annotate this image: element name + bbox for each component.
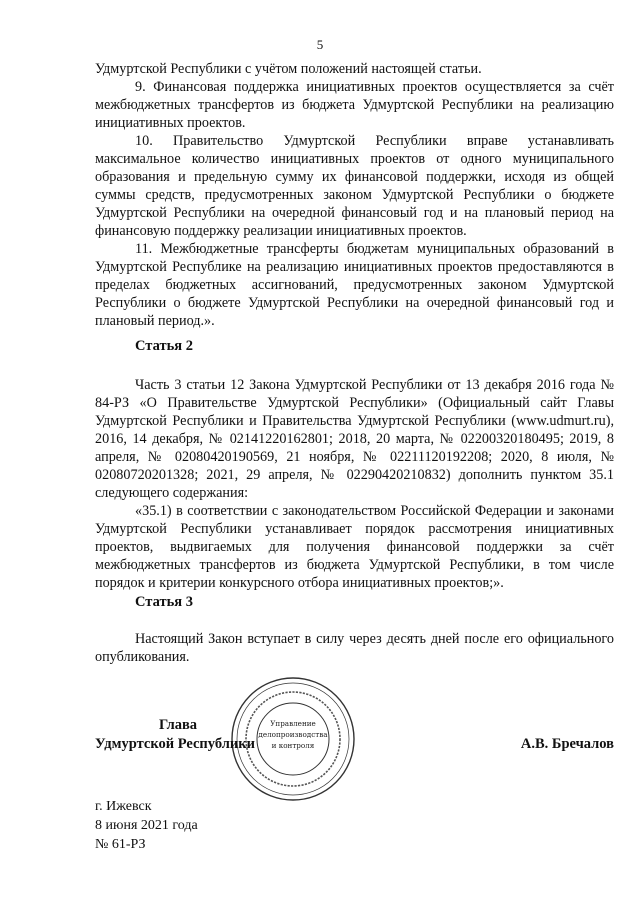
article-2-text: [95, 376, 614, 592]
stamp-line-3: и контроля: [271, 741, 315, 750]
page-number: 5: [316, 37, 324, 52]
article-3-heading: Статья 3: [135, 594, 193, 610]
stamp-ring-lettering: [246, 692, 340, 786]
footer-number: № 61-РЗ: [95, 837, 146, 852]
paragraph: 9. Финансовая поддержка инициативных проектов осуществляется за счёт межбюджетных трансфертов из бюджета Удмуртской Республики на реализацию инициативных проектов.: [95, 79, 614, 131]
signatory-name: А.В. Бречалов: [520, 736, 614, 752]
signature-title-line-1: Глава: [159, 717, 198, 733]
footer-date: 8 июня 2021 года: [95, 818, 198, 833]
paragraph: «35.1) в соответствии с законодательством Российской Федерации и законами Удмуртской Республики устанавливает порядок рассмотрения инициативных проектов, выдвигаемых для получения финансовой поддержки за счёт межбюджетных трансфертов из бюджета Удмуртской Республики, в том числе порядок и критерии конкурсного отбора инициативных проектов;».: [95, 503, 614, 591]
top-text-block: [95, 60, 614, 330]
footer-city: г. Ижевск: [95, 799, 152, 814]
stamp-line-2: делопроизводства: [258, 730, 328, 739]
article-3-text: [95, 630, 614, 666]
signature-title-line-2: Удмуртской Республики: [95, 736, 255, 752]
paragraph: Часть 3 статьи 12 Закона Удмуртской Республики от 13 декабря 2016 года № 84-РЗ «О Правительстве Удмуртской Республики» (Официальный сайт Главы Удмуртской Республики и Правительства Удмуртской Республики (www.udmurt.ru), 2016, 14 декабря, № 02141220162801; 2018, 20 марта, № 02200320180495; 2019, 8 апреля, № 02080420190569, 21 ноября, № 02211120192208; 2020, 8 июля, № 02080720201328; 2021, 29 апреля, № 02290420210832) дополнить пунктом 35.1 следующего содержания:: [95, 377, 614, 501]
footer-block: [95, 797, 198, 854]
signature-title: [95, 716, 255, 754]
paragraph: Удмуртской Республики с учётом положений настоящей статьи.: [95, 61, 482, 77]
stamp-line-1: Управление: [270, 719, 316, 728]
paragraph: 11. Межбюджетные трансферты бюджетам муниципальных образований в Удмуртской Республике на реализацию инициативных проектов предоставляются в пределах бюджетных ассигнований, предусмотренных законом Удмуртской Республики о бюджете Удмуртской Республики на очередной финансовый год и плановый период.».: [95, 241, 614, 329]
article-2-heading: Статья 2: [135, 338, 193, 354]
paragraph: Настоящий Закон вступает в силу через десять дней после его официального опубликования.: [95, 631, 614, 665]
paragraph: 10. Правительство Удмуртской Республики вправе устанавливать максимальное количество инициативных проектов от одного муниципального образования и предельную сумму их финансовой поддержки, исходя из общей суммы средств, предусмотренных законом Удмуртской Республики о бюджете Удмуртской Республики на очередной финансовый год и на плановый период на финансовую поддержку реализации инициативных проектов.: [95, 133, 614, 239]
